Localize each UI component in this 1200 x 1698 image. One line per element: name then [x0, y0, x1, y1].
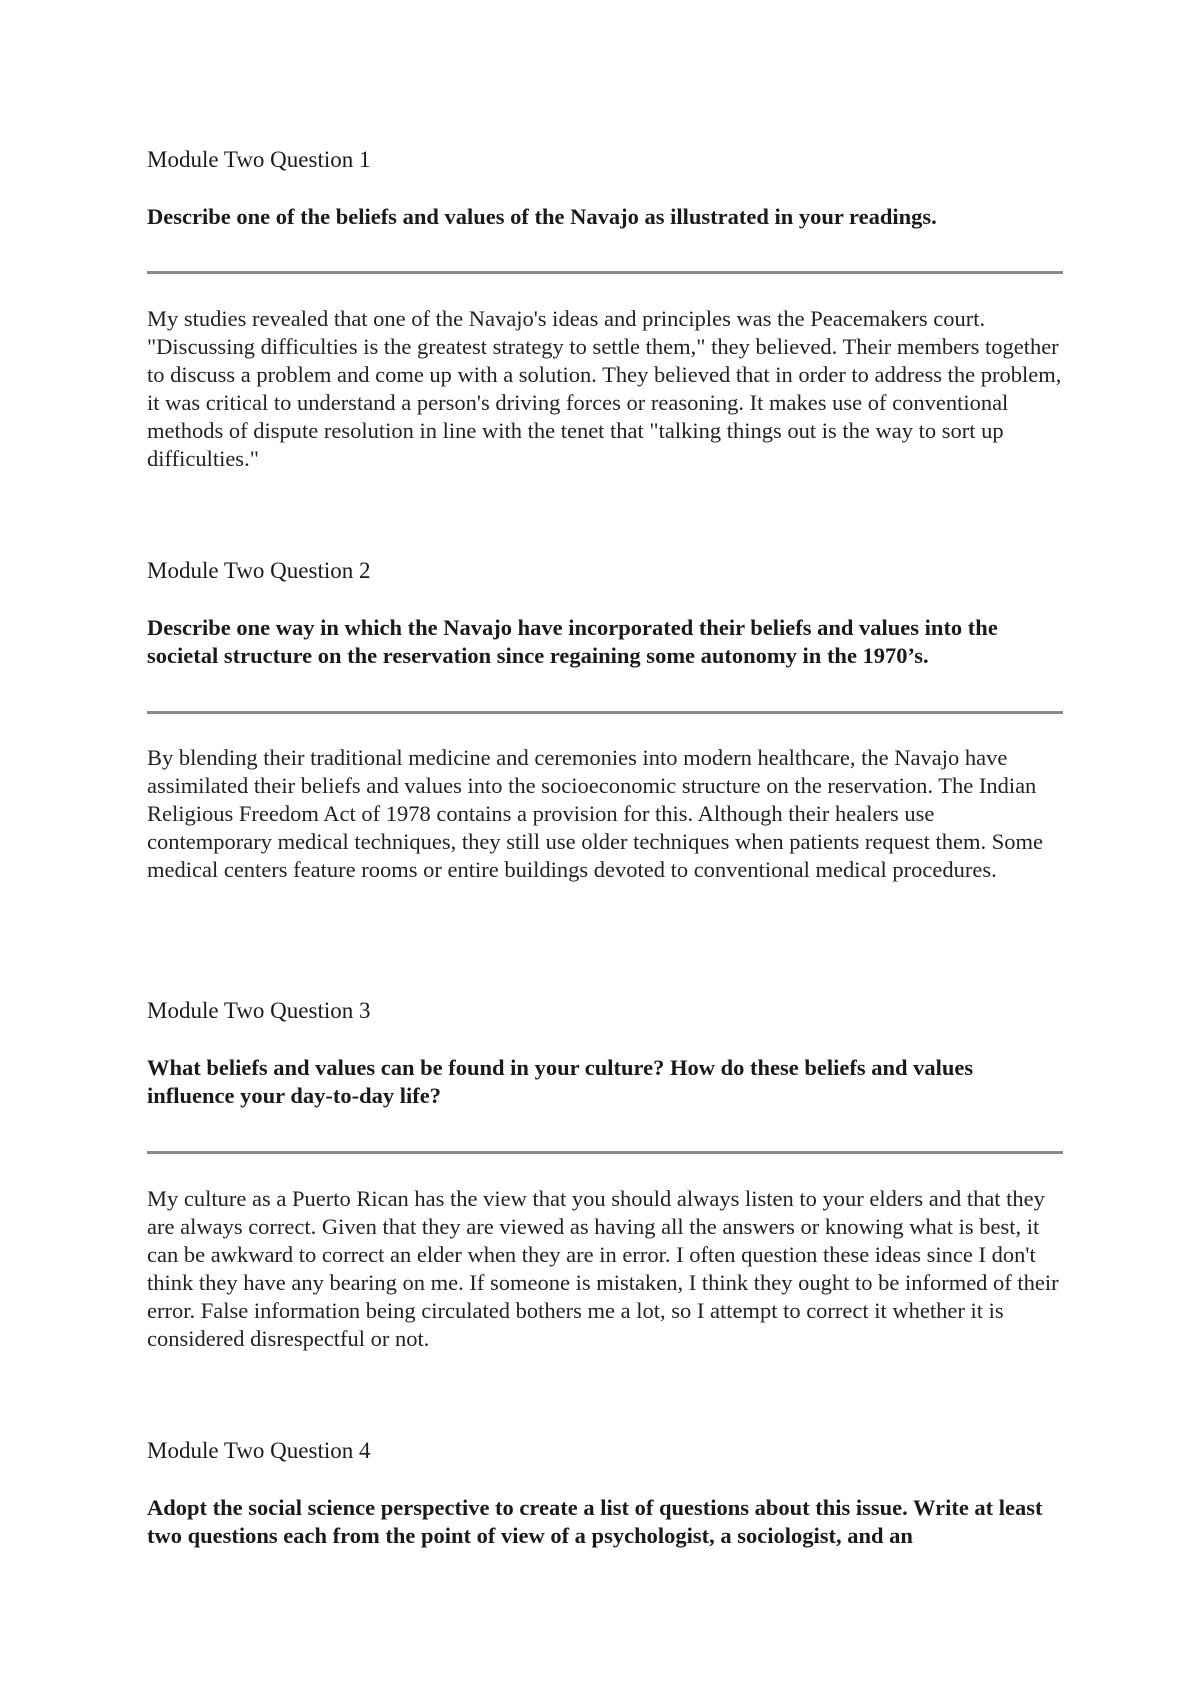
question-2-prompt-block	[147, 614, 1063, 670]
horizontal-rule	[147, 711, 1063, 714]
horizontal-rule	[147, 1151, 1063, 1154]
question-prompt: Describe one way in which the Navajo have incorporated their beliefs and values into the societal structure on the reservation since regaining some autonomy in the 1970’s.	[147, 615, 998, 668]
question-1-prompt-block	[147, 203, 1063, 231]
horizontal-rule	[147, 271, 1063, 274]
question-3-prompt-block	[147, 1054, 1063, 1110]
question-3-answer-block	[147, 1185, 1063, 1353]
question-title: Module Two Question 3	[147, 998, 371, 1023]
document-page	[147, 0, 1063, 1698]
question-4-prompt-block	[147, 1494, 1063, 1550]
question-title: Module Two Question 2	[147, 558, 371, 583]
question-3	[147, 997, 1063, 1025]
answer-text: My culture as a Puerto Rican has the view that you should always listen to your elders and that they are always correct. Given that they are viewed as having all the answers or knowing what is best, it can be awkward to correct an elder when they are in error. I often question these ideas since I don't think they have any bearing on me. If someone is mistaken, I think they ought to be informed of their error. False information being circulated bothers me a lot, so I attempt to correct it whether it is considered disrespectful or not.	[147, 1186, 1059, 1351]
question-title: Module Two Question 1	[147, 147, 371, 172]
question-prompt: Describe one of the beliefs and values of the Navajo as illustrated in your readings.	[147, 204, 937, 229]
question-prompt: What beliefs and values can be found in your culture? How do these beliefs and values influence your day-to-day life?	[147, 1055, 974, 1108]
question-1	[147, 146, 1063, 174]
question-1-answer-block	[147, 305, 1063, 473]
question-2-answer-block	[147, 744, 1063, 884]
question-2	[147, 557, 1063, 585]
question-title: Module Two Question 4	[147, 1438, 371, 1463]
question-prompt: Adopt the social science perspective to create a list of questions about this issue. Write at least two questions each from the point of view of a psychologist, a sociologist, and an	[147, 1495, 1043, 1548]
answer-text: My studies revealed that one of the Navajo's ideas and principles was the Peacemakers court. "Discussing difficulties is the greatest strategy to settle them," they believed. Their members together to discuss a problem and come up with a solution. They believed that in order to address the problem, it was critical to understand a person's driving forces or reasoning. It makes use of conventional methods of dispute resolution in line with the tenet that "talking things out is the way to sort up difficulties."	[147, 306, 1062, 471]
question-4	[147, 1437, 1063, 1465]
answer-text: By blending their traditional medicine and ceremonies into modern healthcare, the Navajo have assimilated their beliefs and values into the socioeconomic structure on the reservation. The Indian Religious Freedom Act of 1978 contains a provision for this. Although their healers use contemporary medical techniques, they still use older techniques when patients request them. Some medical centers feature rooms or entire buildings devoted to conventional medical procedures.	[147, 745, 1044, 882]
